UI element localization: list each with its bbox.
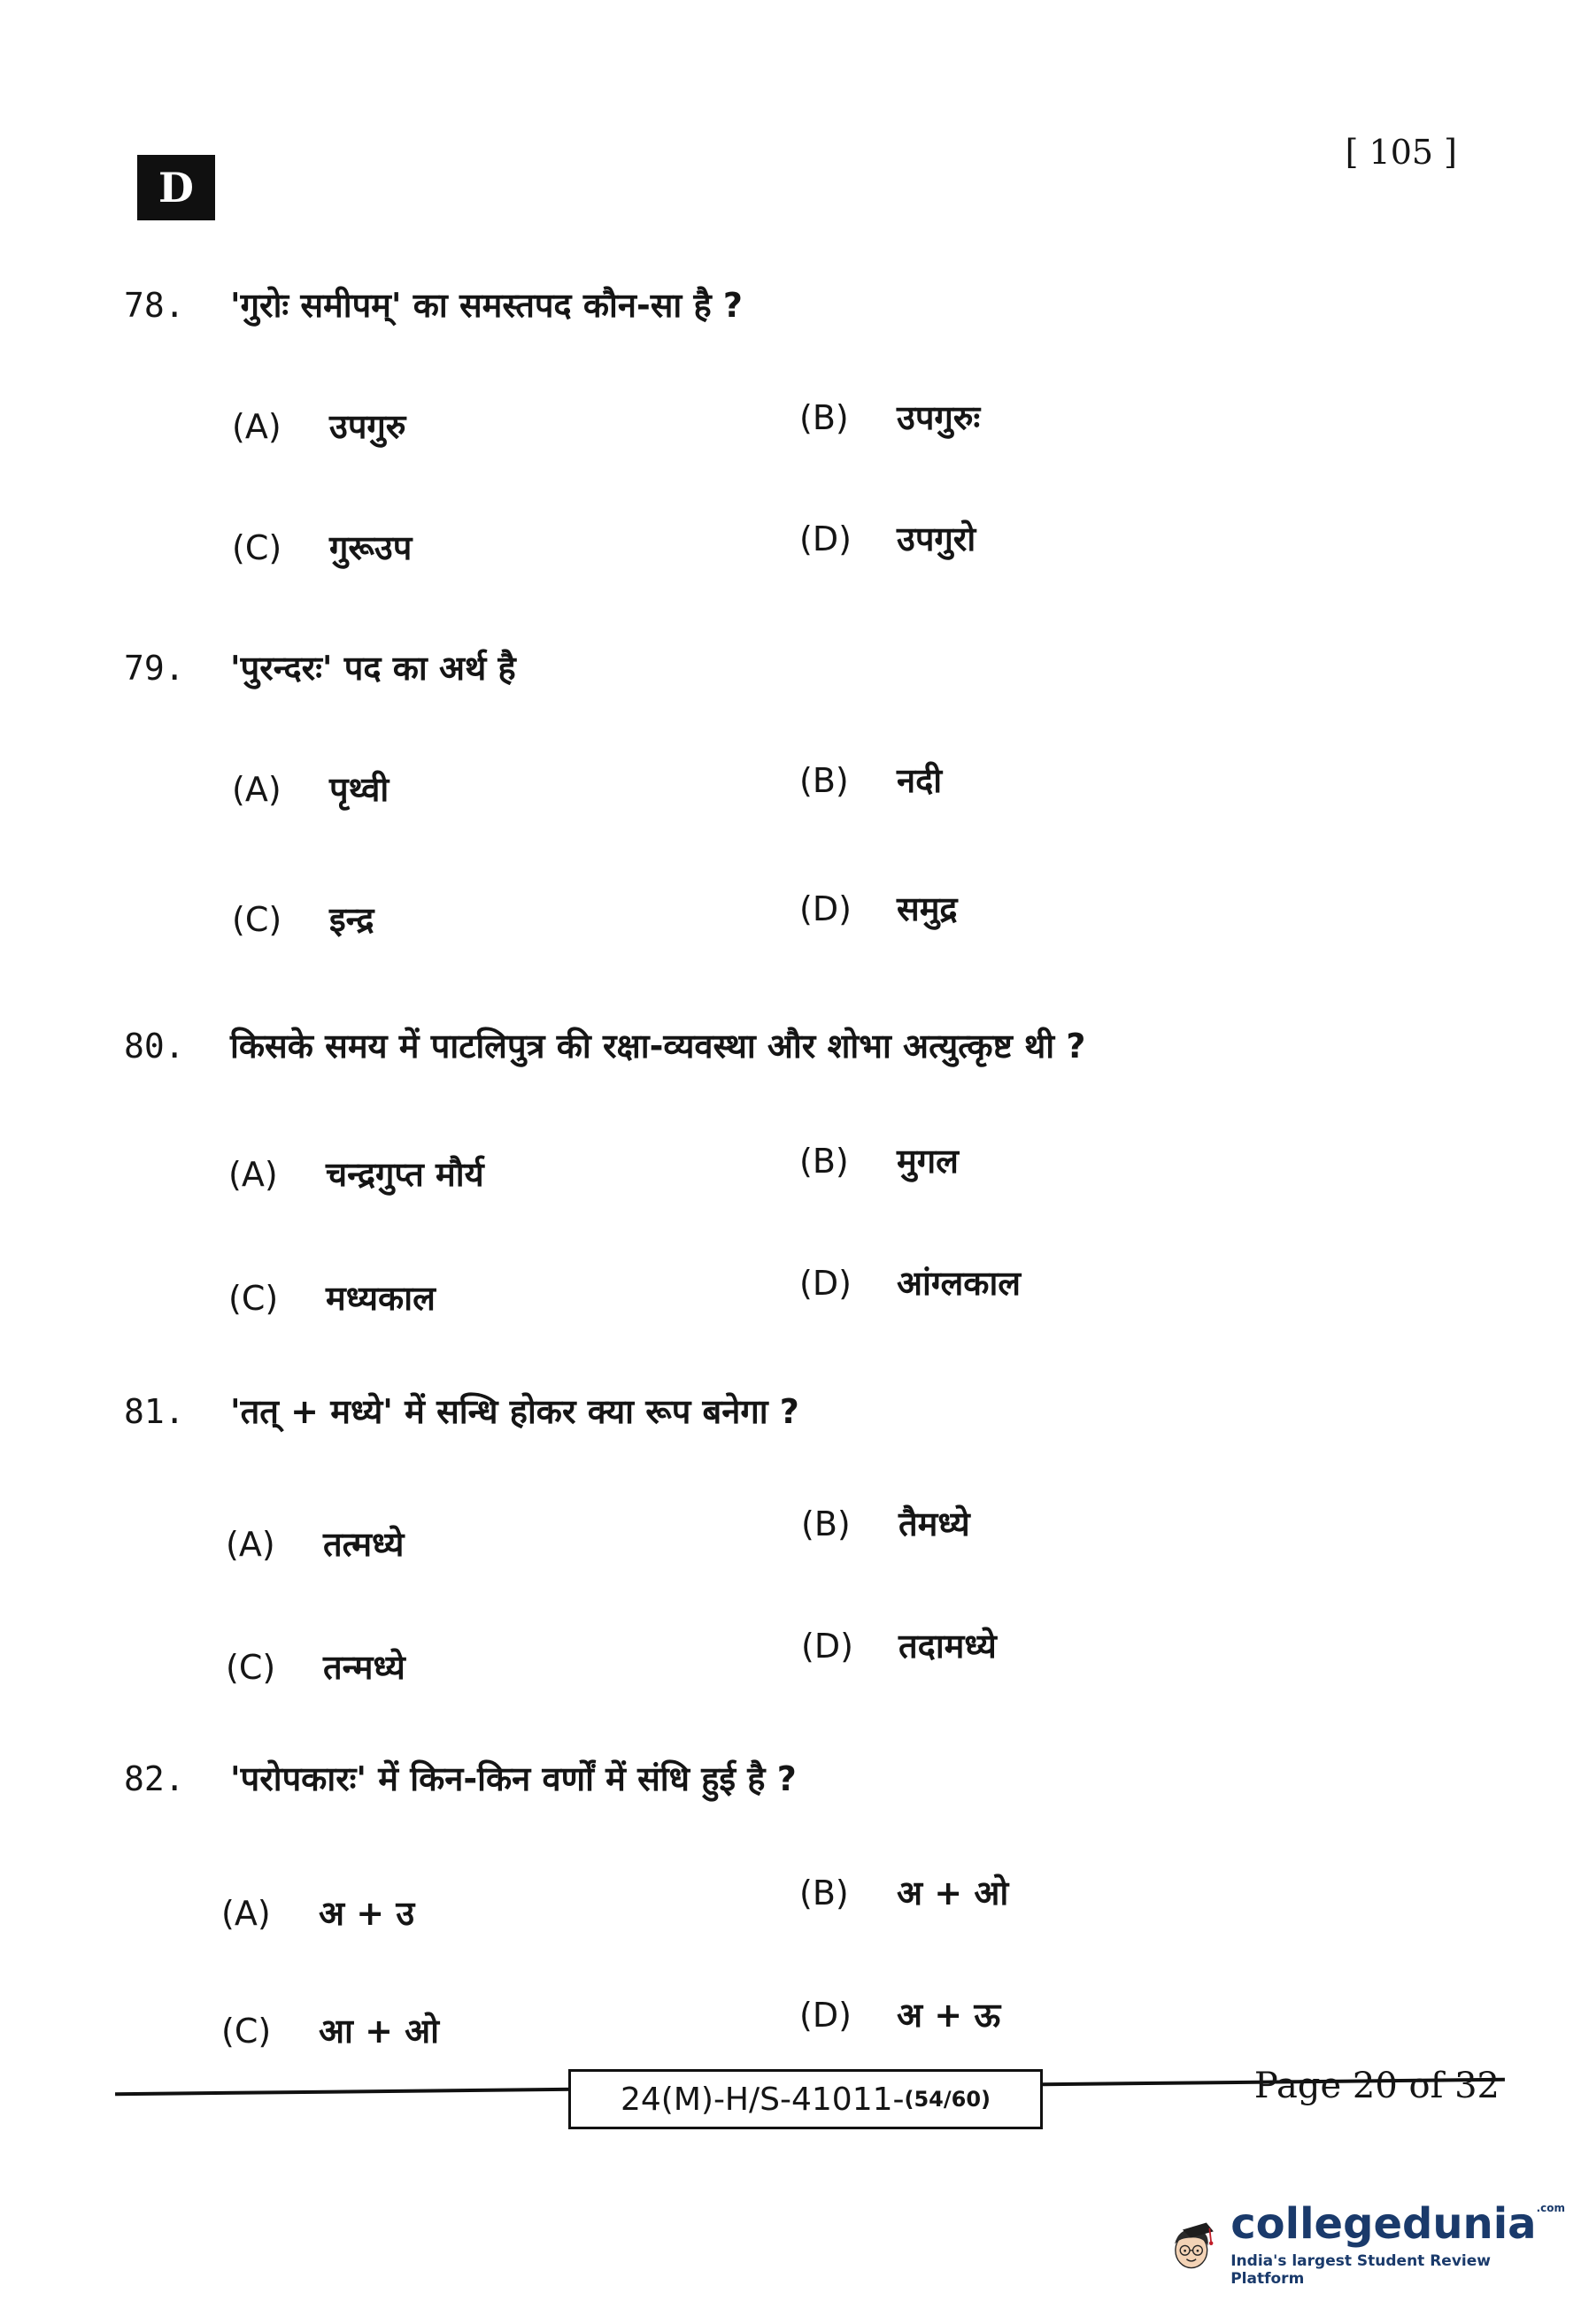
option-text: अ + ओ	[897, 1874, 1009, 1912]
option-letter: (A)	[226, 1525, 275, 1564]
option-text: आंग्लकाल	[897, 1264, 1022, 1303]
page-code: [ 105 ]	[1345, 133, 1457, 172]
question-text: 'तत् + मध्ये' में सन्धि होकर क्या रूप बनेगा ?	[230, 1392, 799, 1431]
option-78-a	[232, 403, 406, 449]
option-letter: (C)	[232, 528, 282, 567]
page-number: Page 20 of 32	[1253, 2066, 1500, 2106]
option-text: मध्यकाल	[326, 1279, 436, 1318]
question-82	[124, 1755, 1487, 1801]
option-text: उपगुरु	[329, 407, 406, 446]
option-text: तन्मध्ये	[323, 1648, 405, 1687]
option-81-b	[801, 1500, 970, 1546]
option-text: चन्द्रगुप्त मौर्य	[326, 1155, 484, 1194]
brand-name: collegedunia	[1230, 2199, 1537, 2249]
option-81-c	[226, 1643, 405, 1689]
option-text: अ + उ	[319, 1894, 415, 1933]
option-text: आ + ओ	[319, 2012, 440, 2051]
option-letter: (A)	[228, 1155, 278, 1194]
option-letter: (B)	[799, 1142, 849, 1181]
question-number: 81.	[124, 1392, 185, 1431]
option-79-c	[232, 896, 374, 942]
option-text: मुगल	[897, 1142, 959, 1181]
option-letter: (C)	[226, 1648, 276, 1687]
paper-code-box	[568, 2069, 1043, 2129]
question-number: 79.	[124, 649, 185, 688]
option-text: उपगुरुः	[897, 398, 981, 437]
option-80-c	[228, 1274, 436, 1320]
option-text: उपगुरो	[897, 519, 976, 558]
option-80-a	[228, 1150, 484, 1197]
option-text: पृथ्वी	[329, 770, 389, 809]
option-82-a	[221, 1889, 414, 1935]
option-letter: (B)	[799, 761, 849, 800]
paper-code: 24(M)-H/S-41011-	[620, 2081, 905, 2118]
option-82-b	[799, 1869, 1008, 1915]
question-text: 'परोपकारः' में किन-किन वर्णों में संधि हुई है ?	[230, 1759, 797, 1798]
question-number: 82.	[124, 1759, 185, 1798]
option-text: समुद्र	[897, 889, 958, 928]
option-letter: (D)	[801, 1627, 853, 1666]
option-79-d	[799, 885, 958, 931]
option-letter: (D)	[799, 1264, 852, 1303]
collegedunia-watermark[interactable]	[1167, 2179, 1565, 2312]
option-79-a	[232, 766, 389, 812]
option-78-c	[232, 524, 412, 570]
option-81-a	[226, 1520, 404, 1566]
question-80	[124, 1022, 1487, 1068]
option-text: तैमध्ये	[898, 1504, 970, 1543]
brand-tagline: India's largest Student Review Platform	[1230, 2252, 1491, 2288]
option-letter: (A)	[232, 407, 281, 446]
paper-code-suffix: (54/60)	[904, 2087, 991, 2112]
option-letter: (C)	[221, 2012, 272, 2051]
option-82-c	[221, 2007, 439, 2053]
option-letter: (C)	[232, 900, 282, 939]
option-letter: (C)	[228, 1279, 279, 1318]
option-text: नदी	[897, 761, 943, 800]
option-78-b	[799, 394, 980, 440]
option-80-b	[799, 1137, 959, 1183]
option-letter: (A)	[232, 770, 281, 809]
option-letter: (D)	[799, 519, 852, 558]
option-letter: (B)	[799, 398, 849, 437]
option-text: अ + ऊ	[897, 1996, 1001, 2035]
set-badge: D	[137, 155, 215, 220]
question-text: 'गुरोः समीपम्' का समस्तपद कौन-सा है ?	[230, 286, 743, 325]
option-letter: (B)	[799, 1874, 849, 1912]
question-81	[124, 1388, 1487, 1434]
question-text: किसके समय में पाटलिपुत्र की रक्षा-व्यवस्था और शोभा अत्युत्कृष्ट थी ?	[230, 1027, 1086, 1066]
question-number: 78.	[124, 286, 185, 325]
brand-suffix: .com	[1536, 2202, 1565, 2214]
option-text: इन्द्र	[329, 900, 374, 939]
option-text: तत्मध्ये	[323, 1525, 405, 1564]
option-text: तदामध्ये	[898, 1627, 997, 1666]
option-80-d	[799, 1259, 1021, 1305]
option-text: गुरूउप	[329, 528, 413, 567]
question-78	[124, 281, 1487, 327]
option-letter: (B)	[801, 1504, 851, 1543]
option-81-d	[801, 1622, 997, 1668]
question-79	[124, 644, 1487, 690]
option-82-d	[799, 1991, 1000, 2037]
option-78-d	[799, 515, 976, 561]
option-79-b	[799, 757, 942, 803]
option-letter: (D)	[799, 1996, 852, 2035]
option-letter: (A)	[221, 1894, 271, 1933]
question-number: 80.	[124, 1027, 185, 1066]
question-text: 'पुरन्दरः' पद का अर्थ है	[230, 649, 516, 688]
student-mascot-icon	[1167, 2188, 1218, 2303]
option-letter: (D)	[799, 889, 852, 928]
